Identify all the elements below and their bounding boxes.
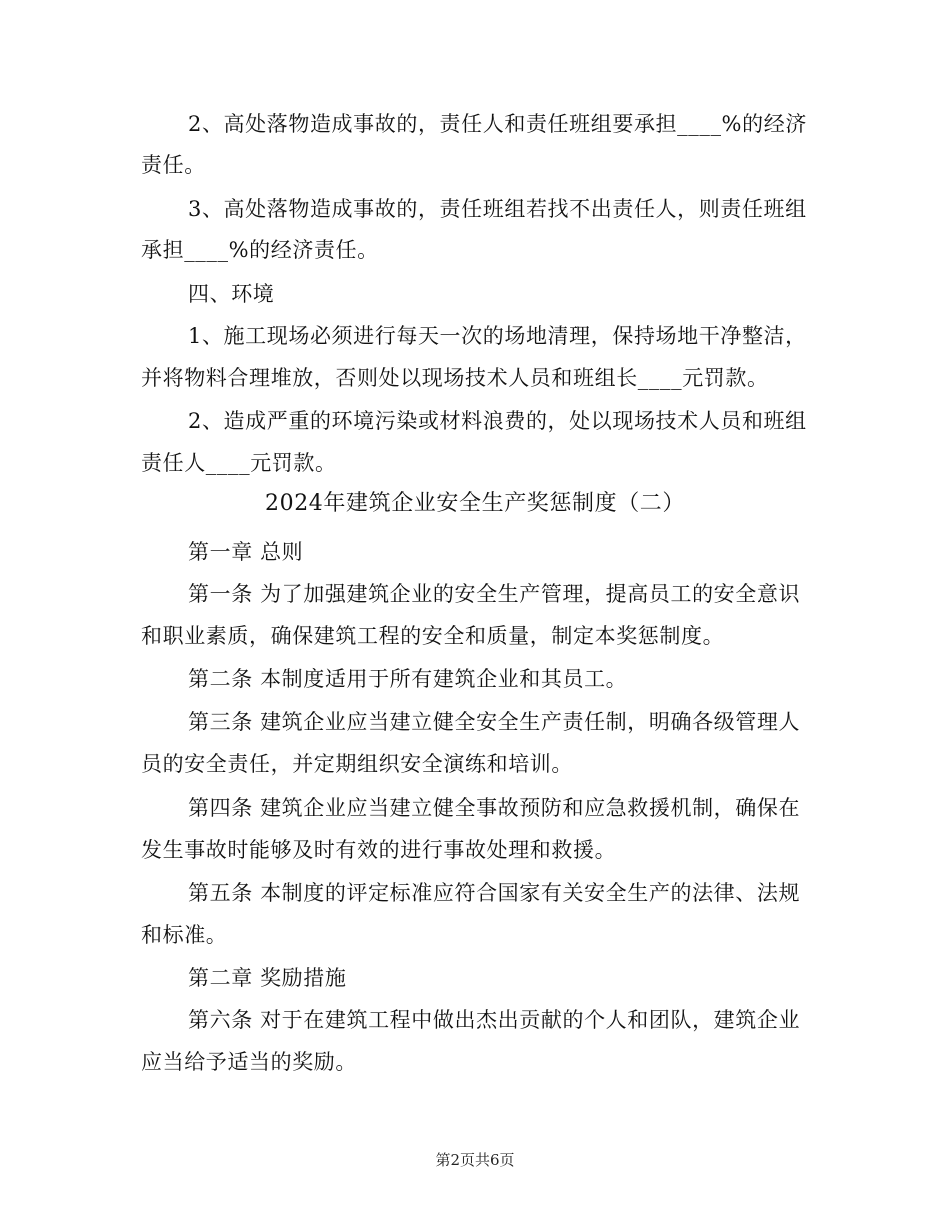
section-heading: 四、环境: [188, 282, 275, 306]
paragraph-line: 第五条 本制度的评定标准应符合国家有关安全生产的法律、法规: [188, 881, 801, 905]
paragraph-line: 员的安全责任，并定期组织安全演练和培训。: [141, 752, 573, 776]
paragraph-line: 第三条 建筑企业应当建立健全安全生产责任制，明确各级管理人: [188, 710, 801, 734]
paragraph-line: 应当给予适当的奖励。: [141, 1050, 357, 1074]
paragraph-line: 2、高处落物造成事故的，责任人和责任班组要承担____%的经济: [188, 112, 807, 136]
page-number: 第2页共6页: [435, 1151, 515, 1169]
paragraph-line: 责任。: [141, 153, 206, 177]
paragraph-line: 责任人____元罚款。: [141, 451, 337, 475]
chapter-heading: 第一章 总则: [188, 540, 304, 564]
paragraph-line: 3、高处落物造成事故的，责任班组若找不出责任人，则责任班组: [188, 197, 807, 221]
paragraph-line: 第六条 对于在建筑工程中做出杰出贡献的个人和团队，建筑企业: [188, 1008, 801, 1032]
paragraph-line: 第二条 本制度适用于所有建筑企业和其员工。: [188, 667, 628, 691]
paragraph-line: 1、施工现场必须进行每天一次的场地清理，保持场地干净整洁，: [188, 324, 807, 348]
paragraph-line: 和标准。: [141, 923, 228, 947]
paragraph-line: 并将物料合理堆放，否则处以现场技术人员和班组长____元罚款。: [141, 366, 769, 390]
document-title: 2024年建筑企业安全生产奖惩制度（二）: [265, 491, 685, 516]
paragraph-line: 发生事故时能够及时有效的进行事故处理和救援。: [141, 838, 617, 862]
chapter-heading: 第二章 奖励措施: [188, 966, 347, 990]
paragraph-line: 承担____%的经济责任。: [141, 238, 379, 262]
paragraph-line: 和职业素质，确保建筑工程的安全和质量，制定本奖惩制度。: [141, 624, 725, 648]
paragraph-line: 第一条 为了加强建筑企业的安全生产管理，提高员工的安全意识: [188, 582, 801, 606]
paragraph-line: 2、造成严重的环境污染或材料浪费的，处以现场技术人员和班组: [188, 409, 807, 433]
paragraph-line: 第四条 建筑企业应当建立健全事故预防和应急救援机制，确保在: [188, 796, 801, 820]
